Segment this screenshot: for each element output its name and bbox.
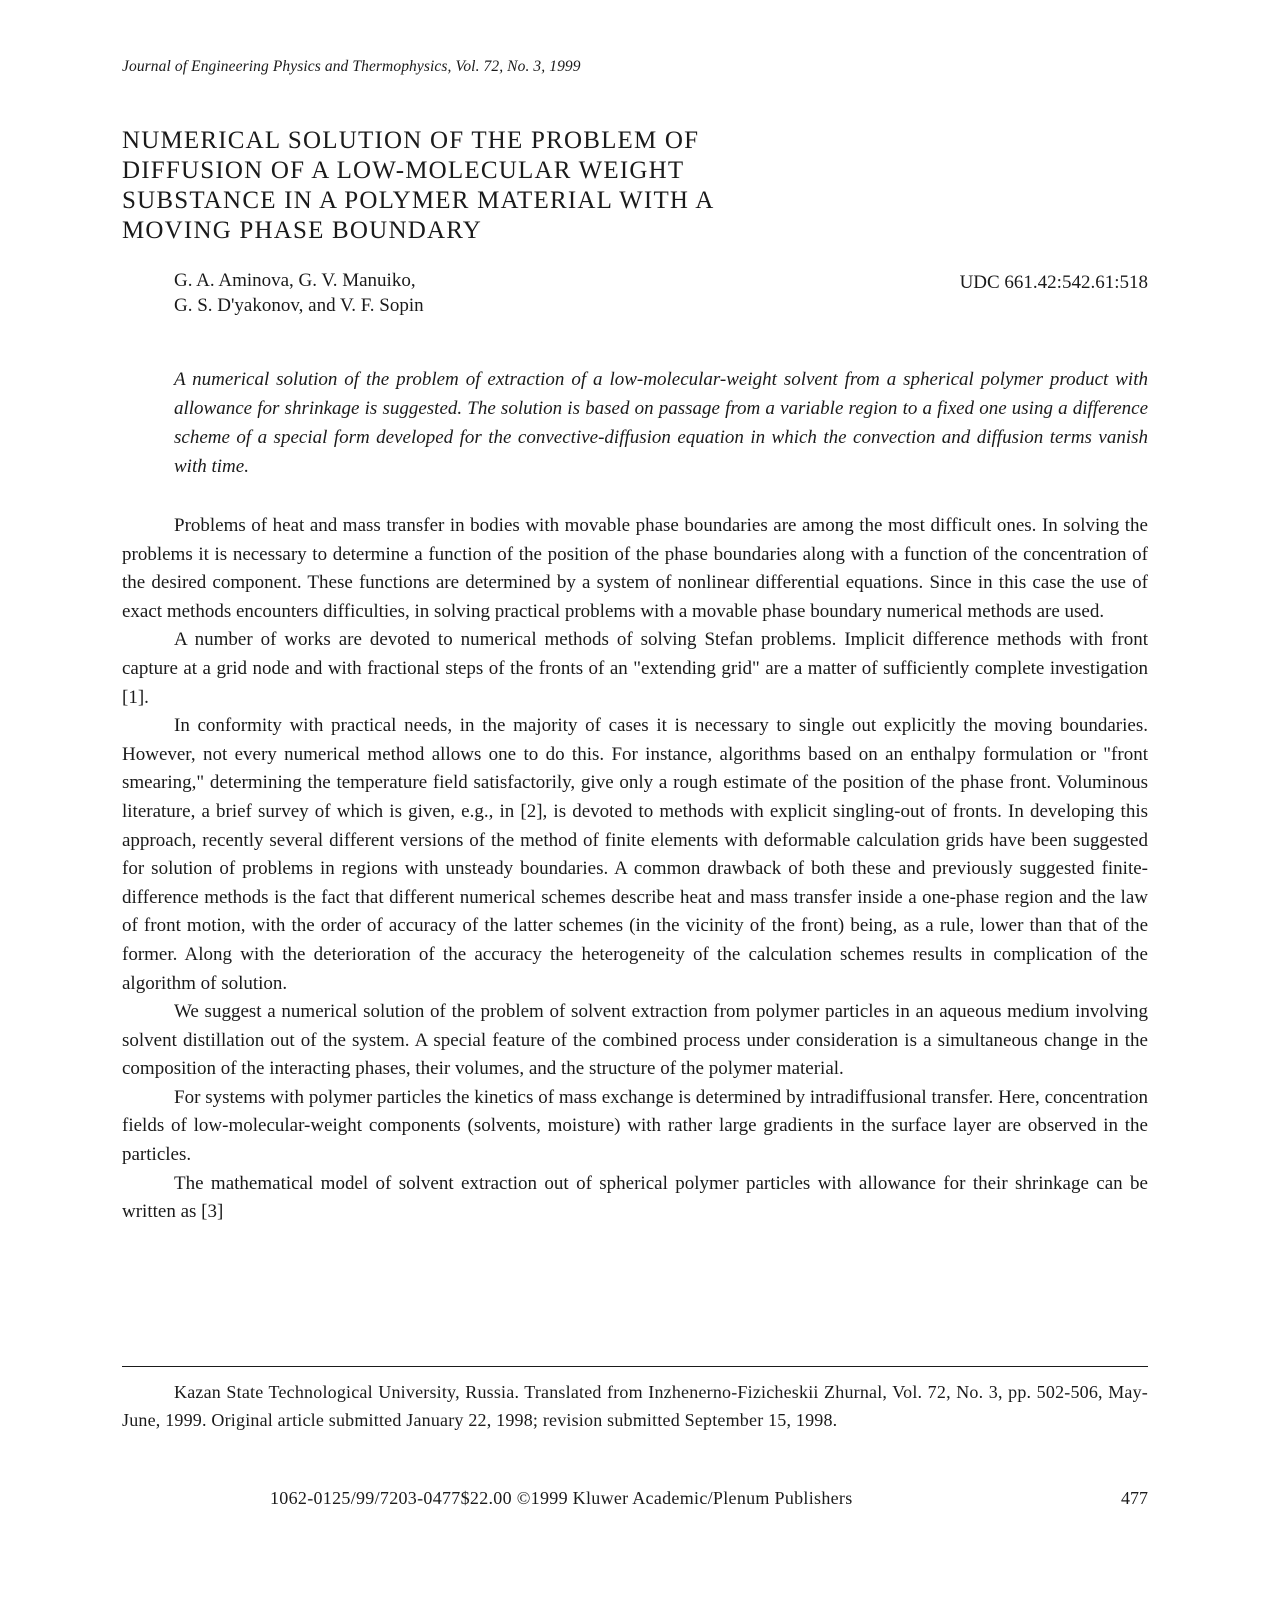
article-title: NUMERICAL SOLUTION OF THE PROBLEM OF DIFFUSION OF A LOW-MOLECULAR WEIGHT SUBSTANCE IN A POLYMER MATERIAL WITH A MOVING PHASE BOUNDARY (122, 127, 714, 244)
copyright-line: 1062-0125/99/7203-0477$22.00 ©1999 Kluwer Academic/Plenum Publishers (270, 1488, 853, 1508)
body-paragraph: For systems with polymer particles the kinetics of mass exchange is determined by intradiffusional transfer. Here, concentration fields of low-molecular-weight components (solvents, moisture) with rather large gradients in the surface layer are observed in the particles. (122, 1086, 1148, 1166)
body-paragraph: A number of works are devoted to numerical methods of solving Stefan problems. Implicit difference methods with front capture at a grid node and with fractional steps of the fronts of an "extending grid" are a matter of sufficiently complete investigation [1]. (122, 629, 1148, 708)
journal-citation: Journal of Engineering Physics and Thermophysics, Vol. 72, No. 3, 1999 (122, 58, 581, 75)
author-line-1: G. A. Aminova, G. V. Manuiko, (174, 270, 416, 291)
body-paragraph: The mathematical model of solvent extraction out of spherical polymer particles with allowance for their shrinkage can be written as [3] (122, 1172, 1148, 1223)
footnote-divider (122, 1366, 1148, 1367)
affiliation-footnote: Kazan State Technological University, Russia. Translated from Inzhenerno-Fizicheskii Zhurnal, Vol. 72, No. 3, pp. 502-506, May-June, 1999. Original article submitted January 22, 1998; revision submitted September 15, 1998. (122, 1382, 1148, 1430)
body-paragraph: Problems of heat and mass transfer in bodies with movable phase boundaries are among the most difficult ones. In solving the problems it is necessary to determine a function of the position of the phase boundaries along with a function of the concentration of the desired component. These functions are determined by a system of nonlinear differential equations. Since in this case the use of exact methods encounters difficulties, in solving practical problems with a movable phase boundary numerical methods are used. (122, 515, 1148, 622)
body-paragraph: In conformity with practical needs, in the majority of cases it is necessary to single out explicitly the moving boundaries. However, not every numerical method allows one to do this. For instance, algorithms based on an enthalpy formulation or "front smearing," determining the temperature field satisfactorily, give only a rough estimate of the position of the phase front. Voluminous literature, a brief survey of which is given, e.g., in [2], is devoted to methods with explicit singling-out of fronts. In developing this approach, recently several different versions of the method of finite elements with deformable calculation grids have been suggested for solution of problems in regions with unsteady boundaries. A common drawback of both these and previously suggested finite-difference methods is the fact that different numerical schemes describe heat and mass transfer inside a one-phase region and the law of front motion, with the order of accuracy of the latter schemes (in the vicinity of the front) being, as a rule, lower than that of the former. Along with the deterioration of the accuracy the heterogeneity of the calculation schemes results in complication of the algorithm of solution. (122, 715, 1148, 994)
page-number: 477 (1121, 1488, 1148, 1508)
article-body (122, 512, 1148, 1227)
author-line-2: G. S. D'yakonov, and V. F. Sopin (174, 295, 424, 316)
body-paragraph: We suggest a numerical solution of the problem of solvent extraction from polymer particles in an aqueous medium involving solvent distillation out of the system. A special feature of the combined process under consideration is a simultaneous change in the composition of the interacting phases, their volumes, and the structure of the polymer material. (122, 1001, 1148, 1080)
udc-code: UDC 661.42:542.61:518 (959, 272, 1148, 293)
author-list (174, 268, 424, 318)
abstract: A numerical solution of the problem of extraction of a low-molecular-weight solvent from a spherical polymer product with allowance for shrinkage is suggested. The solution is based on passage from a variable region to a fixed one using a difference scheme of a special form developed for the convective-diffusion equation in which the convection and diffusion terms vanish with time. (174, 369, 1148, 477)
